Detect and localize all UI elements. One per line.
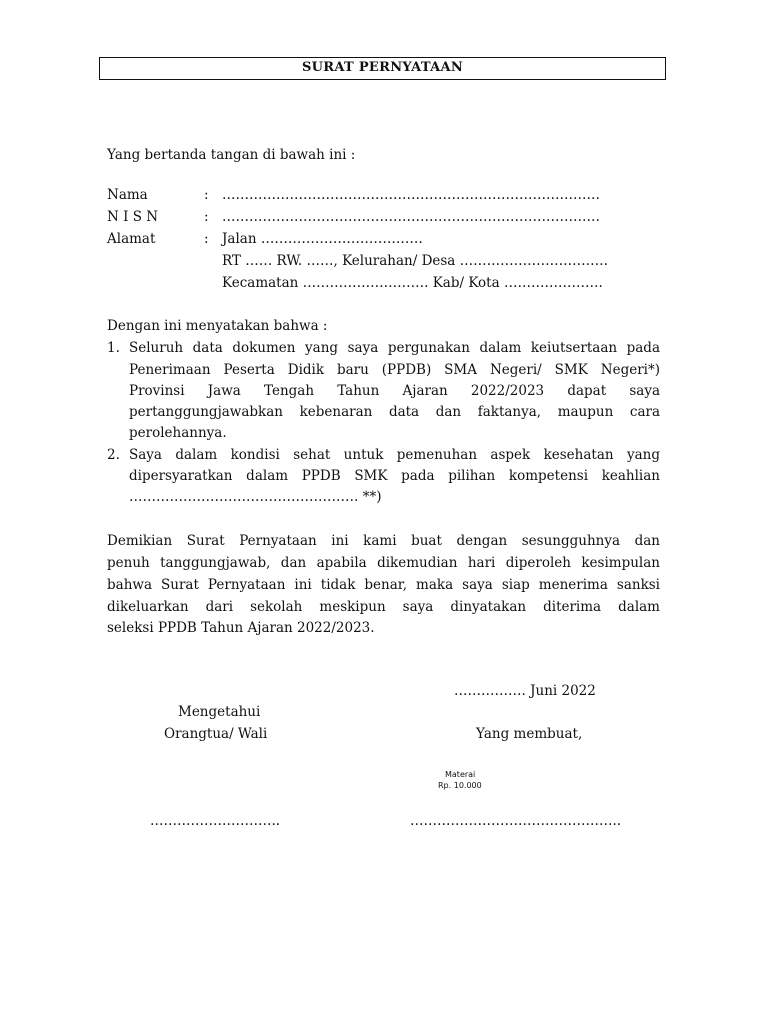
closing-line: seleksi PPDB Tahun Ajaran 2022/2023.: [107, 620, 375, 636]
nisn-value: …………………………………………………………………………: [222, 209, 600, 225]
closing-line: bahwa Surat Pernyataan ini tidak benar, maka saya siap menerima sanksi: [107, 577, 660, 593]
left-signature-line-1: Mengetahui: [178, 704, 261, 720]
item-1-line: Seluruh data dokumen yang saya pergunakan dalam keiutsertaan pada: [129, 340, 660, 356]
closing-line: penuh tanggungjawab, dan apabila dikemudian hari diperoleh kesimpulan: [107, 555, 660, 571]
item-2-line: dipersyaratkan dalam PPDB SMK pada pilihan kompetensi keahlian: [129, 468, 660, 484]
closing-line: dikeluarkan dari sekolah meskipun saya dinyatakan diterima dalam: [107, 599, 660, 615]
materai-label: Materai: [445, 770, 476, 779]
item-2-line: Saya dalam kondisi sehat untuk pemenuhan aspek kesehatan yang: [129, 447, 660, 463]
alamat-label: Alamat: [107, 231, 156, 247]
alamat-line-1: Jalan ………………………………: [222, 231, 423, 247]
item-2-number: 2.: [107, 447, 120, 463]
left-signature-line-2: Orangtua/ Wali: [164, 726, 268, 742]
title-box: [99, 57, 666, 80]
intro-text: Yang bertanda tangan di bawah ini :: [107, 147, 356, 163]
page-title: SURAT PERNYATAAN: [301, 60, 464, 75]
nama-label: Nama: [107, 187, 148, 203]
item-2-line: …………………………………………… **): [129, 489, 382, 505]
item-1-line: Penerimaan Peserta Didik baru (PPDB) SMA Negeri/ SMK Negeri*): [129, 362, 660, 378]
alamat-line-2: RT …… RW. ……, Kelurahan/ Desa ……………………………: [222, 253, 609, 269]
date-line: ……………. Juni 2022: [454, 683, 596, 699]
nisn-colon: :: [204, 209, 209, 225]
nama-value: …………………………………………………………………………: [222, 187, 600, 203]
alamat-line-3: Kecamatan ………………………. Kab/ Kota ………………….: [222, 275, 603, 291]
statement-intro: Dengan ini menyatakan bahwa :: [107, 318, 328, 334]
item-1-number: 1.: [107, 340, 120, 356]
left-signature-dots: ………………………..: [150, 813, 281, 829]
right-signature-dots: ………………………………………..: [410, 813, 622, 829]
right-signature-label: Yang membuat,: [476, 726, 583, 742]
closing-line: Demikian Surat Pernyataan ini kami buat dengan sesungguhnya dan: [107, 533, 660, 549]
alamat-colon: :: [204, 231, 209, 247]
item-1-line: Provinsi Jawa Tengah Tahun Ajaran 2022/2023 dapat saya: [129, 383, 660, 399]
nisn-label: N I S N: [107, 209, 159, 225]
nama-colon: :: [204, 187, 209, 203]
item-1-line: pertanggungjawabkan kebenaran data dan faktanya, maupun cara: [129, 404, 660, 420]
item-1-line: perolehannya.: [129, 425, 227, 441]
materai-amount: Rp. 10.000: [438, 781, 482, 790]
